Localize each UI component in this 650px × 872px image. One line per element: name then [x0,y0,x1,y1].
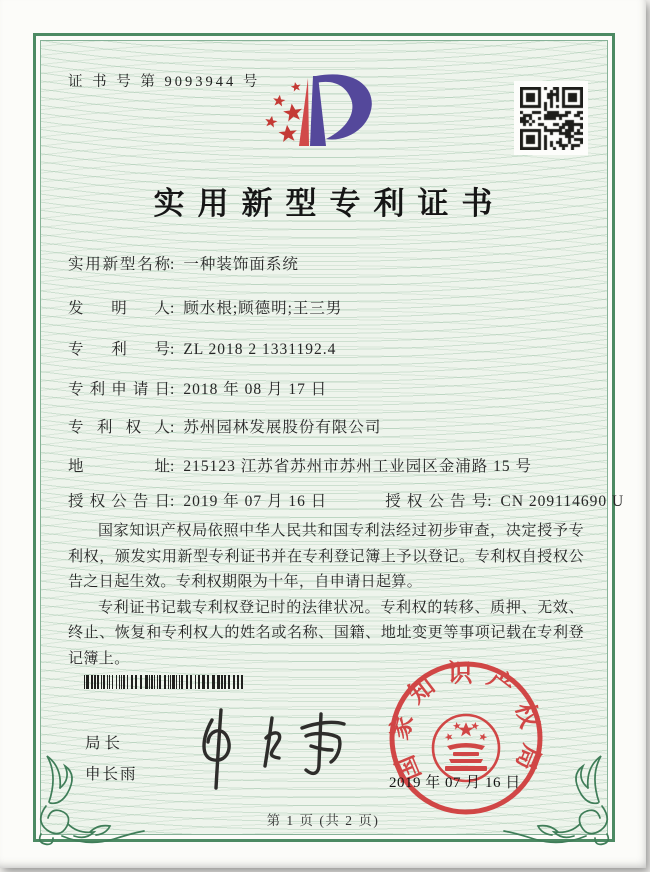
logo-p-mark [299,74,372,146]
barcode [84,675,246,689]
field-patentee [68,415,586,437]
colon: : [170,458,175,475]
legal-body-text [68,519,584,672]
field-value: ZL 2018 2 1331192.4 [183,341,337,358]
field-label: 专利权人 [68,419,170,436]
page-number: 第 1 页 (共 2 页) [266,813,380,828]
field-value: 215123 江苏省苏州市苏州工业园区金浦路 15 号 [183,458,532,475]
field-grant-announcement [68,489,625,511]
certificate-number: 证 书 号 第 9093944 号 [68,74,261,90]
signer-title: 局长 [85,735,125,752]
paragraph-register-statement: 专利证书记载专利权登记时的法律状况。专利权的转移、质押、无效、终止、恢复和专利权人的姓名或名称、国籍、地址变更等事项记载在专利登记簿上。 [68,599,584,667]
seal-ring-text: 国家知识产权局 [386,660,546,785]
colon: : [170,381,175,398]
colon: : [170,256,175,273]
colon: : [170,341,175,358]
field-filing-date [68,377,586,399]
field-label: 地址 [68,458,170,475]
colon: : [170,419,175,436]
logo-stars [264,81,303,142]
colon: : [487,493,492,510]
signer-name: 申长雨 [85,766,138,783]
field-value: 一种装饰面系统 [183,256,299,273]
seal-date: 2019 年 07 月 16 日 [389,775,521,791]
colon: : [170,300,175,317]
field-inventors [68,296,586,318]
field-label: 专利申请日 [68,381,170,398]
grant-date-value: 2019 年 07 月 16 日 [183,493,328,510]
floral-corner-ornament-left [32,744,150,846]
field-label: 发明人 [68,300,170,317]
field-utility-model-name [68,252,586,274]
field-value: 顾水根;顾德明;王三男 [183,300,343,317]
field-label: 专利号 [68,341,170,358]
page-title: 实用新型专利证书 [153,186,506,221]
field-label: 授权公告号 [385,493,488,510]
paragraph-grant-statement: 国家知识产权局依照中华人民共和国专利法经过初步审查，决定授予专利权，颁发实用新型专利证书并在专利登记簿上予以登记。专利权自授权公告之日起生效。专利权期限为十年，自申请日起算。 [68,523,584,590]
field-address [68,454,586,476]
qr-code [514,81,588,155]
grant-number-value: CN 209114690 U [500,493,625,510]
floral-corner-ornament-right [498,744,616,846]
colon: : [170,493,175,510]
field-value: 苏州园林发展股份有限公司 [183,419,382,436]
field-value: 2018 年 08 月 17 日 [183,381,328,398]
field-patent-number [68,337,586,359]
field-label: 授权公告日 [68,493,170,510]
cnipa-logo-icon [250,68,412,168]
handwritten-signature [178,704,358,799]
field-label: 实用新型名称 [68,256,170,273]
